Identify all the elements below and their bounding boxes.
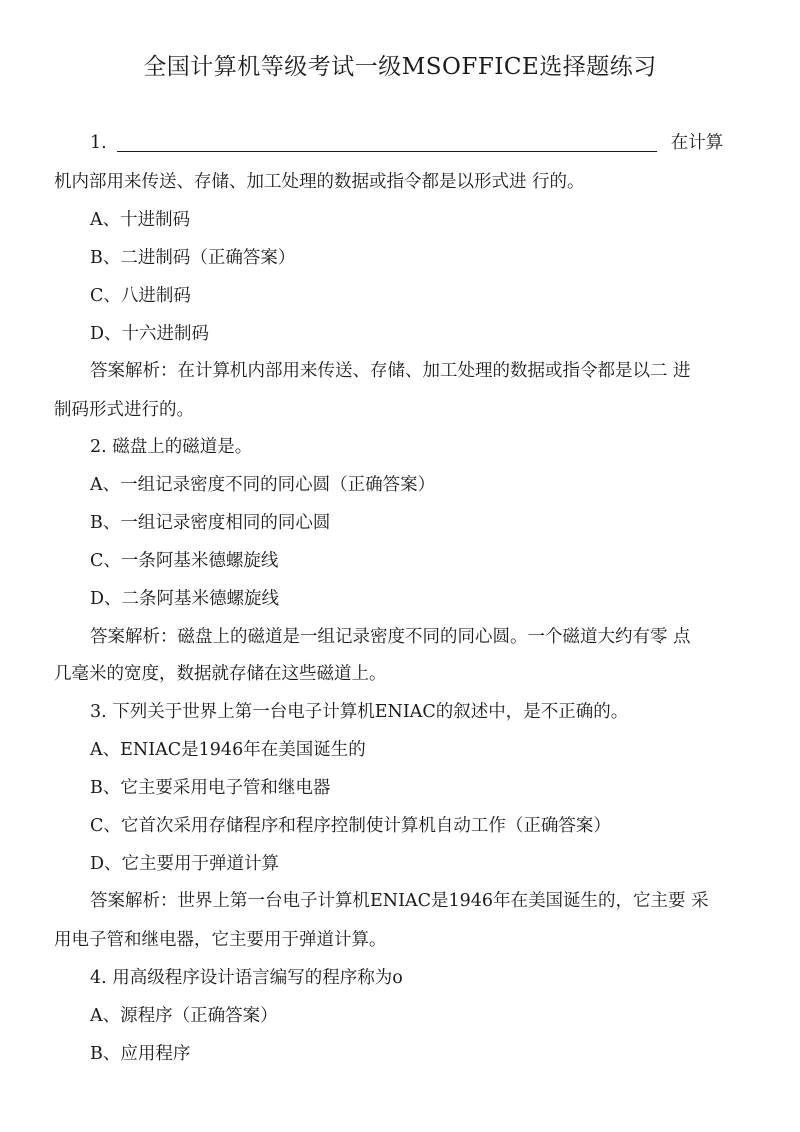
question-3-option-d: D、它主要用于弹道计算 [90,854,280,874]
question-1-stem [90,130,723,156]
question-4-stem: 4. 用高级程序设计语言编写的程序称为o [90,968,403,988]
question-1-option-b: B、二进制码（正确答案） [90,248,296,268]
question-4-option-a: A、源程序（正确答案） [90,1006,278,1026]
question-2-option-a: A、一组记录密度不同的同心圆（正确答案） [90,475,436,495]
question-4-option-b: B、应用程序 [90,1044,191,1064]
question-1-number: 1. [90,133,107,153]
question-1-blank [117,133,657,152]
question-1-option-c: C、八进制码 [90,286,191,306]
question-3-analysis-continued: 用电子管和继电器，它主要用于弹道计算。 [54,930,387,950]
question-2-option-d: D、二条阿基米德螺旋线 [90,589,280,609]
question-1-analysis-continued: 制码形式进行的。 [54,400,194,420]
question-2-analysis: 答案解析：磁盘上的磁道是一组记录密度不同的同心圆。一个磁道大约有零 点 [90,627,691,647]
question-3-option-a: A、ENIAC是1946年在美国诞生的 [90,740,366,760]
question-3-option-c: C、它首次采用存储程序和程序控制使计算机自动工作（正确答案） [90,816,611,836]
question-3-analysis: 答案解析：世界上第一台电子计算机ENIAC是1946年在美国诞生的，它主要 采 [90,891,709,911]
question-1-option-a: A、十进制码 [90,210,191,230]
question-2-analysis-continued: 几毫米的宽度，数据就存储在这些磁道上。 [54,664,387,684]
question-1-analysis: 答案解析：在计算机内部用来传送、存储、加工处理的数据或指令都是以二 进 [90,361,691,381]
question-1-option-d: D、十六进制码 [90,324,210,344]
document-title: 全国计算机等级考试一级MSOFFICE选择题练习 [143,54,657,80]
question-1-stem-tail: 在计算 [670,133,724,153]
question-3-stem: 3. 下列关于世界上第一台电子计算机ENIAC的叙述中，是不正确的。 [90,702,629,722]
question-1-stem-continued: 机内部用来传送、存储、加工处理的数据或指令都是以形式进 行的。 [54,172,585,192]
question-2-option-b: B、一组记录密度相同的同心圆 [90,513,331,533]
question-2-stem: 2. 磁盘上的磁道是。 [90,437,253,457]
question-3-option-b: B、它主要采用电子管和继电器 [90,778,331,798]
question-2-option-c: C、一条阿基米德螺旋线 [90,551,279,571]
